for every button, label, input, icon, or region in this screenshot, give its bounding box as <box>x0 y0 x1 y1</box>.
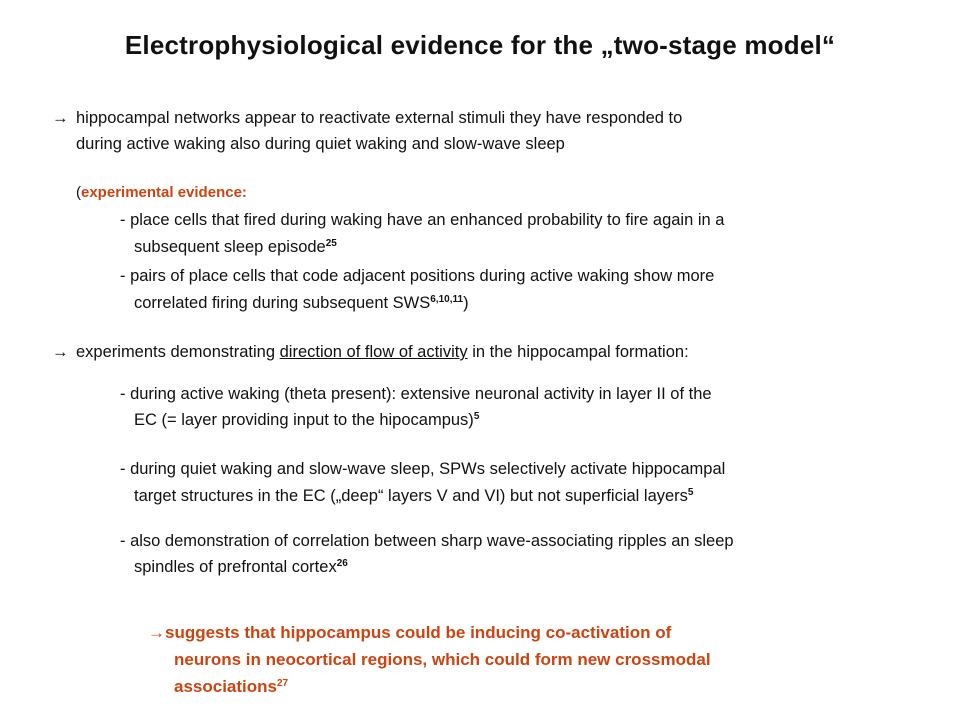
bullet2-line2 <box>134 486 693 506</box>
point2-suffix: in the hippocampal formation: <box>472 343 689 361</box>
citation-5: 5 <box>473 411 480 422</box>
conclusion-line2: neurons in neocortical regions, which could form new crossmodal <box>174 650 711 669</box>
right-arrow-icon: → <box>52 343 69 361</box>
evidence-item2-text2: correlated firing during subsequent SWS <box>134 294 431 312</box>
right-arrow-icon: → <box>52 109 69 127</box>
conclusion-line3 <box>174 677 288 697</box>
citation-6-10-11: 6,10,11 <box>430 294 464 305</box>
evidence-label: experimental evidence: <box>81 184 247 201</box>
bullet1-line1: - during active waking (theta present): extensive neuronal activity in layer II of the <box>120 385 712 403</box>
conclusion-line1 <box>148 623 671 643</box>
bullet3-text2: spindles of prefrontal cortex <box>134 558 337 576</box>
citation-27: 27 <box>277 678 289 689</box>
citation-25: 25 <box>325 238 337 249</box>
bullet1-line2 <box>134 410 479 430</box>
citation-5: 5 <box>687 487 694 498</box>
evidence-item2-line2 <box>134 293 469 313</box>
evidence-paren-close: ) <box>463 294 469 312</box>
evidence-item1-text2: subsequent sleep episode <box>134 238 326 256</box>
right-arrow-icon: → <box>148 623 165 642</box>
evidence-paren-open: ( <box>76 184 81 201</box>
evidence-item1-line1: - place cells that fired during waking have an enhanced probability to fire again in a <box>120 211 725 229</box>
bullet2-line1: - during quiet waking and slow-wave sleep, SPWs selectively activate hippocampal <box>120 460 726 478</box>
conclusion-text3: associations <box>174 677 277 696</box>
evidence-item1-line2 <box>134 237 337 257</box>
evidence-item2-line1: - pairs of place cells that code adjacent positions during active waking show more <box>120 267 715 285</box>
point2-line <box>52 342 689 362</box>
bullet3-line2 <box>134 557 348 577</box>
evidence-header <box>76 183 247 203</box>
point1-line1 <box>52 108 682 128</box>
point1-text1: hippocampal networks appear to reactivate external stimuli they have responded to <box>76 109 683 127</box>
bullet1-text2: EC (= layer providing input to the hipocampus) <box>134 411 474 429</box>
bullet3-line1: - also demonstration of correlation between sharp wave-associating ripples an sleep <box>120 532 734 550</box>
point2-underlined: direction of flow of activity <box>279 343 468 361</box>
point2-prefix: experiments demonstrating <box>76 343 276 361</box>
bullet2-text2: target structures in the EC („deep“ layers V and VI) but not superficial layers <box>134 487 688 505</box>
point1-line2: during active waking also during quiet waking and slow-wave sleep <box>76 135 565 153</box>
conclusion-text1: suggests that hippocampus could be inducing co-activation of <box>165 623 672 642</box>
citation-26: 26 <box>336 558 348 569</box>
slide-title: Electrophysiological evidence for the „two-stage model“ <box>124 30 836 60</box>
